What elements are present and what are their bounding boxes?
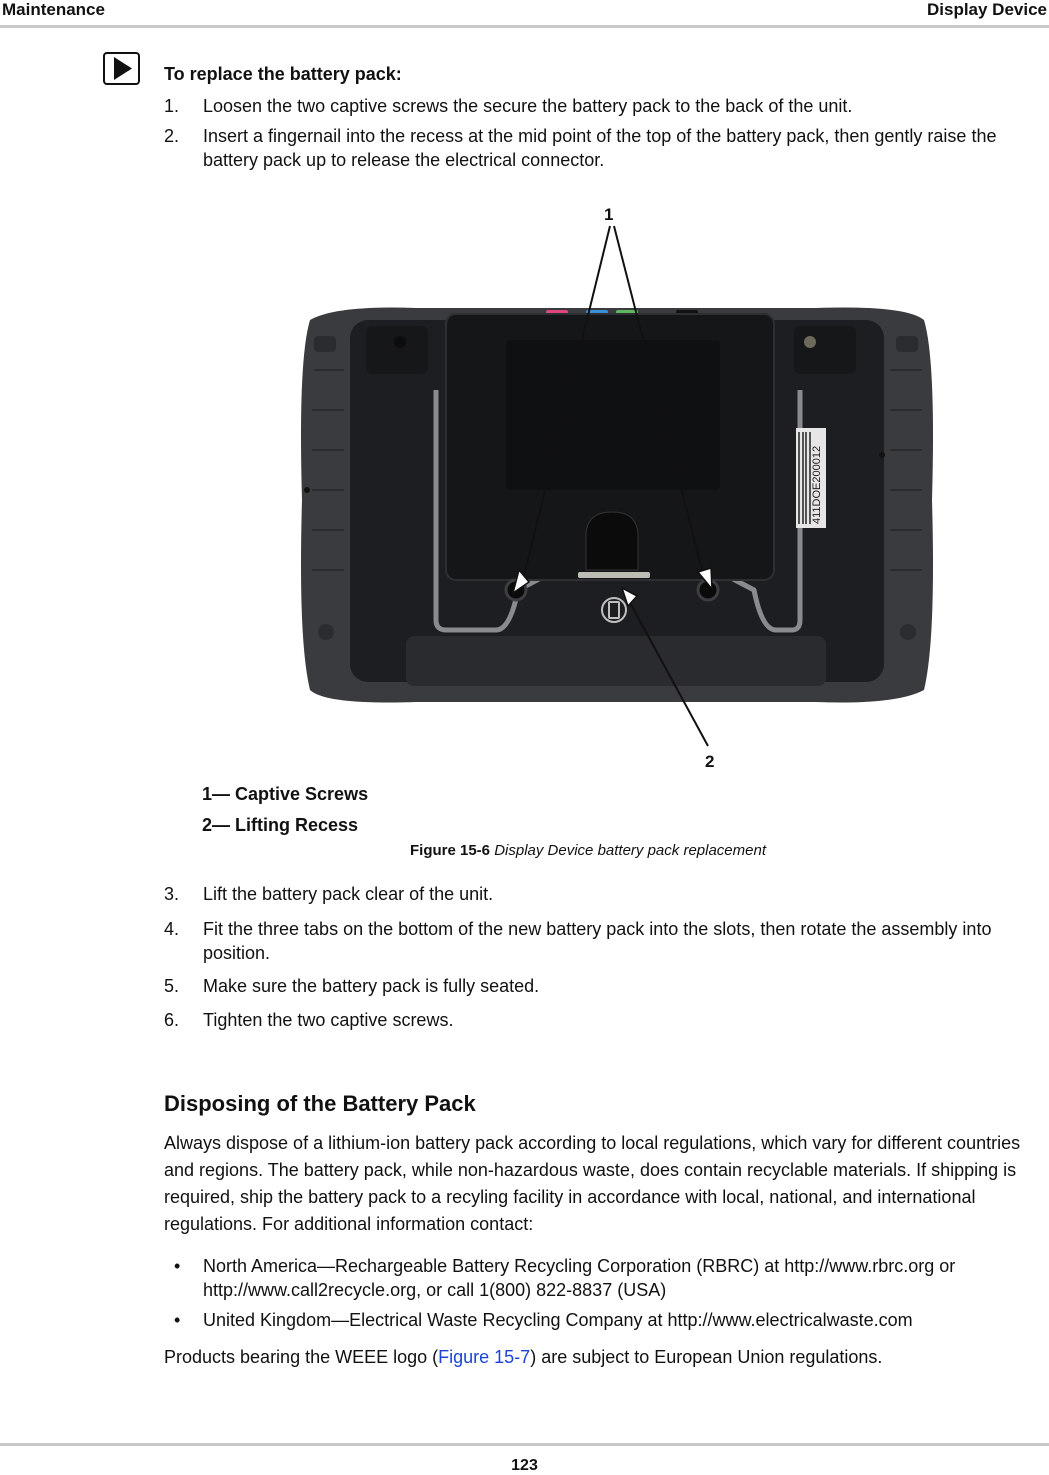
header-chapter: Display Device — [926, 0, 1047, 19]
legend-item-1: 1— Captive Screws — [202, 784, 369, 804]
procedure-title: To replace the battery pack: — [164, 64, 402, 84]
weee-paragraph — [164, 1344, 1049, 1371]
step-text: Make sure the battery pack is fully seated. — [203, 976, 540, 996]
figure-caption — [410, 842, 766, 859]
footer-rule — [0, 1443, 1049, 1446]
step-number: 5. — [164, 976, 180, 996]
bullet-icon: • — [174, 1310, 181, 1330]
callout-arrow — [622, 588, 637, 606]
disposal-paragraph: Always dispose of a lithium-ion battery pack according to local regulations, which vary for different countries and regions. The battery pack, while non-hazardous waste, does contain recyclable materials. If shipping is required, ship the battery pack to a recyling facility in accordance with local, national, and international regulations. For additional information contact: — [164, 1133, 1021, 1234]
barcode-text: 411DOE200012 — [811, 445, 823, 524]
bullet-text: United Kingdom—Electrical Waste Recycling Company at http://www.electricalwaste.com — [203, 1310, 913, 1330]
legend-item-2: 2— Lifting Recess — [202, 815, 359, 835]
callout-arrow — [698, 568, 712, 589]
step-number: 2. — [164, 126, 180, 146]
callout-2: 2 — [705, 752, 715, 771]
bullet-text: North America—Rechargeable Battery Recycling Corporation (RBRC) at http://www.rbrc.org or http://www.call2recycle.org, or call 1(800) 822-8837 (USA) — [203, 1256, 956, 1300]
step-number: 6. — [164, 1010, 180, 1030]
header-section: Maintenance — [2, 0, 105, 19]
weee-prefix: Products bearing the WEEE logo ( — [164, 1347, 439, 1367]
callout-1: 1 — [604, 205, 614, 224]
step-text: Lift the battery pack clear of the unit. — [203, 884, 494, 904]
step-text: Tighten the two captive screws. — [203, 1010, 454, 1030]
step-text: Loosen the two captive screws the secure the battery pack to the back of the unit. — [203, 96, 853, 116]
figure-15-7-link[interactable]: Figure 15-7 — [438, 1347, 531, 1367]
bullet-icon: • — [174, 1256, 181, 1276]
figure-label: Figure 15-6 — [410, 842, 491, 859]
step-text: Insert a fingernail into the recess at the mid point of the top of the battery pack, then gently raise the battery pack up to release the electrical connector. — [203, 126, 997, 170]
step-number: 3. — [164, 884, 180, 904]
figure-description: Display Device battery pack replacement — [494, 842, 766, 859]
callout-arrow — [513, 570, 529, 593]
step-number: 4. — [164, 919, 180, 939]
step-text: Fit the three tabs on the bottom of the new battery pack into the slots, then rotate the assembly into position. — [203, 919, 992, 963]
section-heading: Disposing of the Battery Pack — [164, 1091, 476, 1116]
step-number: 1. — [164, 96, 180, 116]
weee-suffix: ) are subject to European Union regulations. — [530, 1347, 883, 1367]
page-number: 123 — [511, 1457, 538, 1474]
